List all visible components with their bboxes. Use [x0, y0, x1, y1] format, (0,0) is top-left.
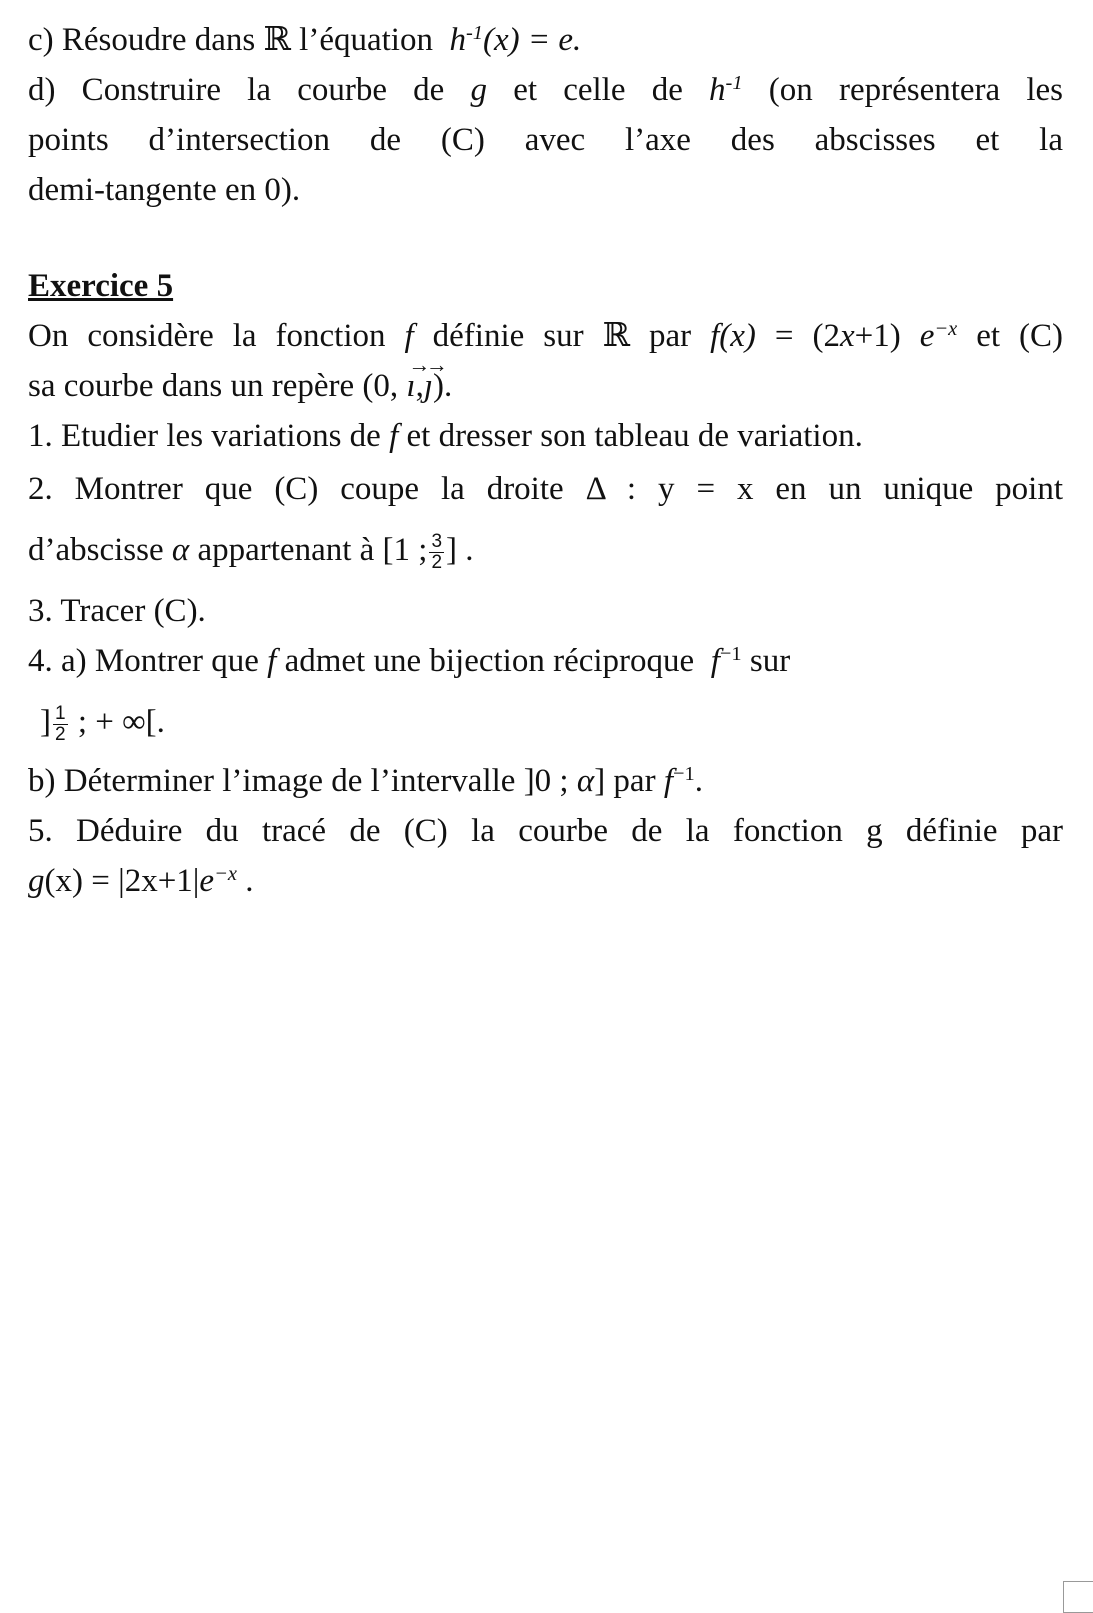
question-2-line2	[28, 532, 474, 573]
q4a-text-b: admet une bijection réciproque	[284, 643, 695, 679]
intro-text-b: définie sur ℝ par	[432, 318, 692, 354]
q5-function-g: g	[28, 863, 45, 899]
function-g: g	[470, 72, 488, 108]
question-4b	[28, 762, 703, 799]
q4a-function-f-inverse: f	[710, 643, 720, 679]
equation-h: h	[449, 22, 466, 58]
exercise-title: Exercice 5	[28, 268, 174, 304]
q4b-alpha: α	[576, 763, 595, 799]
intro-line2-text: sa courbe dans un repère (0,	[28, 368, 399, 404]
corner-widget	[1063, 1581, 1093, 1613]
q1-text-b: et dresser son tableau de variation.	[406, 418, 863, 454]
function-h-exponent: -1	[725, 71, 743, 94]
q4a-inverse-exponent: −1	[719, 642, 742, 665]
function-h: h	[709, 72, 726, 108]
vector-j: → ȷ	[423, 352, 448, 404]
q4b-inverse-exponent: −1	[673, 762, 695, 785]
intro-exp-power: −x	[934, 317, 958, 340]
question-c-text: c) Résoudre dans ℝ l’équation	[28, 22, 433, 58]
fraction-three-halves: $\frac{3}{2}$	[431, 531, 443, 573]
q4a-function-f: f	[267, 643, 277, 679]
q4b-text-b: ] par	[594, 763, 656, 799]
equation-h-exponent: -1	[465, 21, 484, 44]
q4b-function-f: f	[663, 763, 673, 799]
question-c	[28, 21, 582, 58]
q4b-text-a: b) Déterminer l’image de l’intervalle ]0 ;	[28, 763, 569, 799]
intro-line2-end: ).	[433, 368, 453, 404]
question-3: 3. Tracer (C).	[28, 593, 206, 629]
question-d-text-3: (on représentera les	[768, 72, 1064, 108]
q5-exp-base: e	[199, 863, 215, 899]
q4a-text-c: sur	[749, 643, 791, 679]
q4b-period: .	[694, 763, 703, 799]
q1-function-f: f	[389, 418, 399, 454]
question-d-line2: points d’intersection de (C) avec l’axe des abscisses et la	[28, 122, 1063, 158]
q4a-bracket: ]	[40, 704, 51, 741]
intro-text-a: On considère la fonction	[28, 318, 386, 354]
question-2-line1: 2. Montrer que (C) coupe la droite Δ : y = x en un unique point	[28, 471, 1063, 507]
intro-exp-base: e	[919, 318, 935, 354]
intro-text-end: et (C)	[976, 318, 1064, 354]
intro-fx: f(x)	[710, 318, 756, 354]
equation-rest: (x) = e.	[483, 22, 582, 58]
question-5-line2	[28, 862, 254, 899]
intro-eq-x: x	[839, 318, 855, 354]
exercise-intro-line2: sa courbe dans un repère (0, → ı, → ȷ).	[28, 352, 453, 404]
q1-text-a: 1. Etudier les variations de	[28, 418, 381, 454]
question-4a-line1	[28, 642, 791, 679]
question-d-text-1: d) Construire la courbe de	[28, 72, 445, 108]
q2-text-a: d’abscisse	[28, 532, 164, 569]
question-d-line3: demi-tangente en 0).	[28, 172, 301, 208]
vector-i: → ı	[406, 352, 431, 404]
intro-eq-close: +1)	[854, 318, 901, 354]
intro-eq-open: = (2	[774, 318, 840, 354]
question-4a-line2	[40, 704, 165, 745]
q5-period: .	[245, 863, 254, 899]
question-d-text-2: et celle de	[513, 72, 683, 108]
exercise-intro-line1	[28, 317, 1064, 354]
q2-text-b: appartenant à [1 ;	[197, 532, 428, 569]
question-5-line1: 5. Déduire du tracé de (C) la courbe de la fonction g définie par	[28, 813, 1063, 849]
function-f: f	[404, 318, 414, 354]
q2-text-c: ] .	[446, 532, 474, 569]
q5-equation: (x) = |2x+1|	[44, 863, 200, 899]
question-d-line1	[28, 71, 1064, 108]
q2-alpha: α	[171, 532, 190, 569]
q4a-text-a: 4. a) Montrer que	[28, 643, 259, 679]
question-1	[28, 420, 863, 453]
q5-exp-power: −x	[214, 862, 237, 885]
fraction-one-half: $\frac{1}{2}$	[55, 703, 66, 745]
q4a-interval-end: ; + ∞[.	[77, 704, 165, 741]
